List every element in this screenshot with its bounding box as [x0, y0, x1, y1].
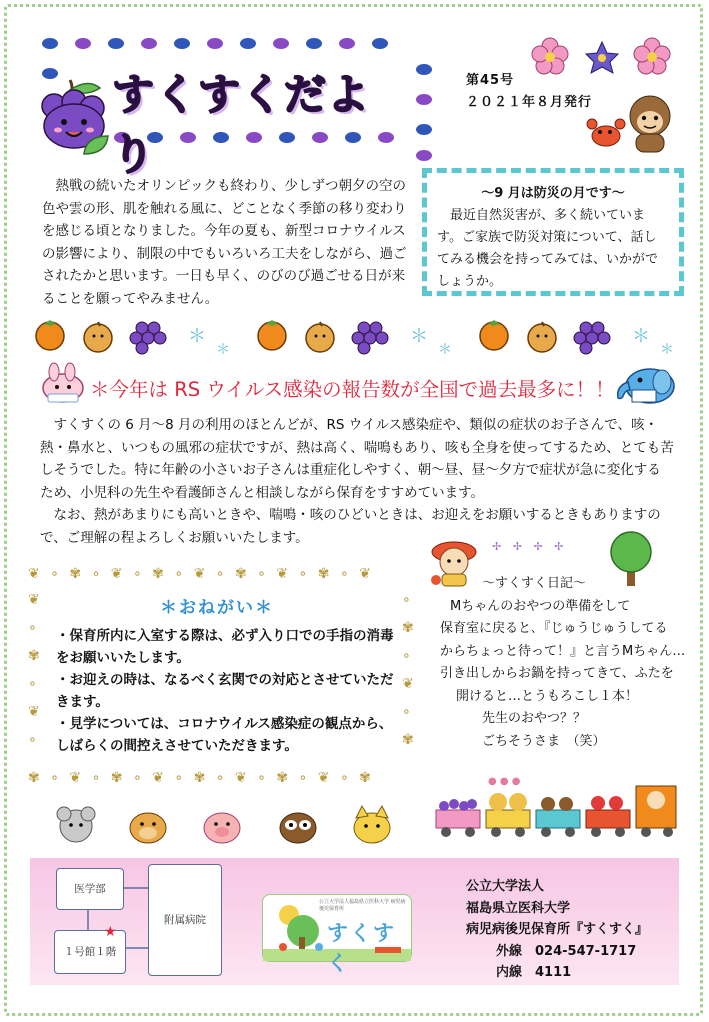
bug-border-left-icon: ❦ ∘ ✾ ∘ ❦ ∘ [28, 592, 40, 748]
onegai-title: ＊おねがい＊ [160, 598, 274, 618]
onegai-item: ・お迎えの時は、なるべく玄関での対応とさせていただきます。 [56, 672, 394, 710]
issue-number: 第45号 [466, 73, 515, 88]
diary [440, 573, 686, 753]
logo-small-text: 公立大学法人福島県立医科大学 病児病後児保育所 [319, 899, 406, 912]
logo-name: すくすく [327, 921, 396, 975]
newsletter-title: すくすくだより [112, 70, 371, 179]
onegai-list [56, 625, 396, 757]
tel-internal: 内線 4111 [496, 965, 572, 980]
map-building-medical [56, 868, 124, 910]
org-line-3: 病児病後児保育所『すくすく』 [466, 922, 649, 937]
svg-text:＊: ＊ [216, 342, 230, 358]
rs-body [40, 414, 674, 549]
org-line-1: 公立大学法人 [466, 879, 545, 894]
map-label-medical: 医学部 [74, 883, 106, 895]
leaf-icon [82, 132, 112, 158]
diary-line: 開けると…とうもろこし１本！ [456, 688, 639, 704]
svg-text:＊: ＊ [188, 326, 206, 347]
bosai-box [422, 168, 684, 296]
svg-text:● ● ●: ● ● ● [488, 776, 521, 787]
location-star-icon: ★ [104, 924, 117, 940]
tel-external: 外線 024-547-1717 [496, 943, 637, 959]
animal-faces-icon [56, 806, 396, 848]
rs-paragraph-1: すくすくの 6 月～8 月の利用のほとんどが、RS ウイルス感染症や、類似の症状のお子さんで、咳・熱・鼻水と、いつもの風邪の症状ですが、熱は高く、喘鳴もあり、咳も全身を使ってするため、とても苦しそうでした。特に年齢の小さいお子さんは重症化しやすく、朝～昼、昼～夕方で症状が急に変化するため、小児科の先生や看護師さんと相談しながら保育をすすめています。 [40, 417, 674, 501]
diary-line: からちょっと待って！』と言うMちゃん… [440, 643, 686, 659]
diary-line: 引き出しからお鍋を持ってきて、ふたを [440, 666, 674, 681]
map-building-hospital [148, 864, 222, 976]
map-label-hospital: 附属病院 [164, 914, 206, 926]
bug-border-top-icon: ❦ ∘ ✾ ∘ ❦ ∘ ✾ ∘ ❦ ∘ ✾ ∘ ❦ ∘ ✾ ∘ ❦ [28, 566, 374, 582]
diary-line: 保育室に戻ると､『じゅうじゅうしてる [440, 621, 668, 636]
diary-line: ごちそうさま （笑） [482, 733, 606, 749]
monkey-crab-icon [586, 92, 678, 154]
diary-title: ～すくすく日記～ [482, 576, 587, 591]
issue-date: ２０２１年８月発行 [466, 95, 593, 110]
diary-line: Mちゃんのおやつの準備をして [450, 598, 631, 614]
bosai-text: 最近自然災害が、多く続いています。ご家族で防災対策について、話してみる機会を持ってみては、いかがでしょうか。 [437, 208, 659, 289]
rabbit-icon [40, 364, 86, 404]
diary-line: 先生のおやつ？？ [482, 711, 587, 726]
bug-border-right-icon: ∘ ✾ ∘ ❦ ∘ ✾ [402, 592, 414, 748]
elephant-icon [612, 364, 678, 406]
fruit-row-icon [30, 316, 680, 358]
onegai-item: ・保育所内に入室する際は、必ず入り口での手指の消毒をお願いいたします。 [56, 628, 394, 666]
fruit-train-icon [432, 770, 682, 842]
sprout-decoration-icon: ✢ ✢ ✢ ✢ [492, 540, 568, 553]
map-label-building-one: １号館１階 [63, 946, 117, 958]
rs-paragraph-2: なお、熱があまりにも高いときや、喘鳴・咳のひどいときは、お迎えをお願いするときもありますので、ご理解の程よろしくお願いいたします。 [40, 507, 661, 546]
organization-info [466, 876, 648, 984]
bug-border-bottom-icon: ✾ ∘ ❦ ∘ ✾ ∘ ❦ ∘ ✾ ∘ ❦ ∘ ✾ ∘ ❦ ∘ ✾ [28, 770, 374, 786]
flowers-icon [530, 36, 680, 82]
rs-headline: ＊今年は RS ウイルス感染の報告数が全国で過去最多に！！ [90, 378, 615, 401]
org-line-2: 福島県立医科大学 [466, 900, 571, 916]
sukusuku-logo [262, 894, 412, 975]
bosai-title: ～9 月は防災の月です～ [481, 186, 625, 201]
intro-text: 熱戦の続いたオリンピックも終わり、少しずつ朝夕の空の色や雲の形、肌を触れる風に、どことなく季節の移り変わりを感じる頃となりました。今年の夏も、新型コロナウイルスの影響により、制限の中でもいろいろ工夫をしながら、過ごされたかと思います。一日も早く、のびのび過ごせる日が来ることを願ってやみません。 [42, 178, 407, 307]
onegai-item: ・見学については、コロナウイルス感染症の観点から、しばらくの間控えさせていただきます。 [56, 716, 393, 754]
